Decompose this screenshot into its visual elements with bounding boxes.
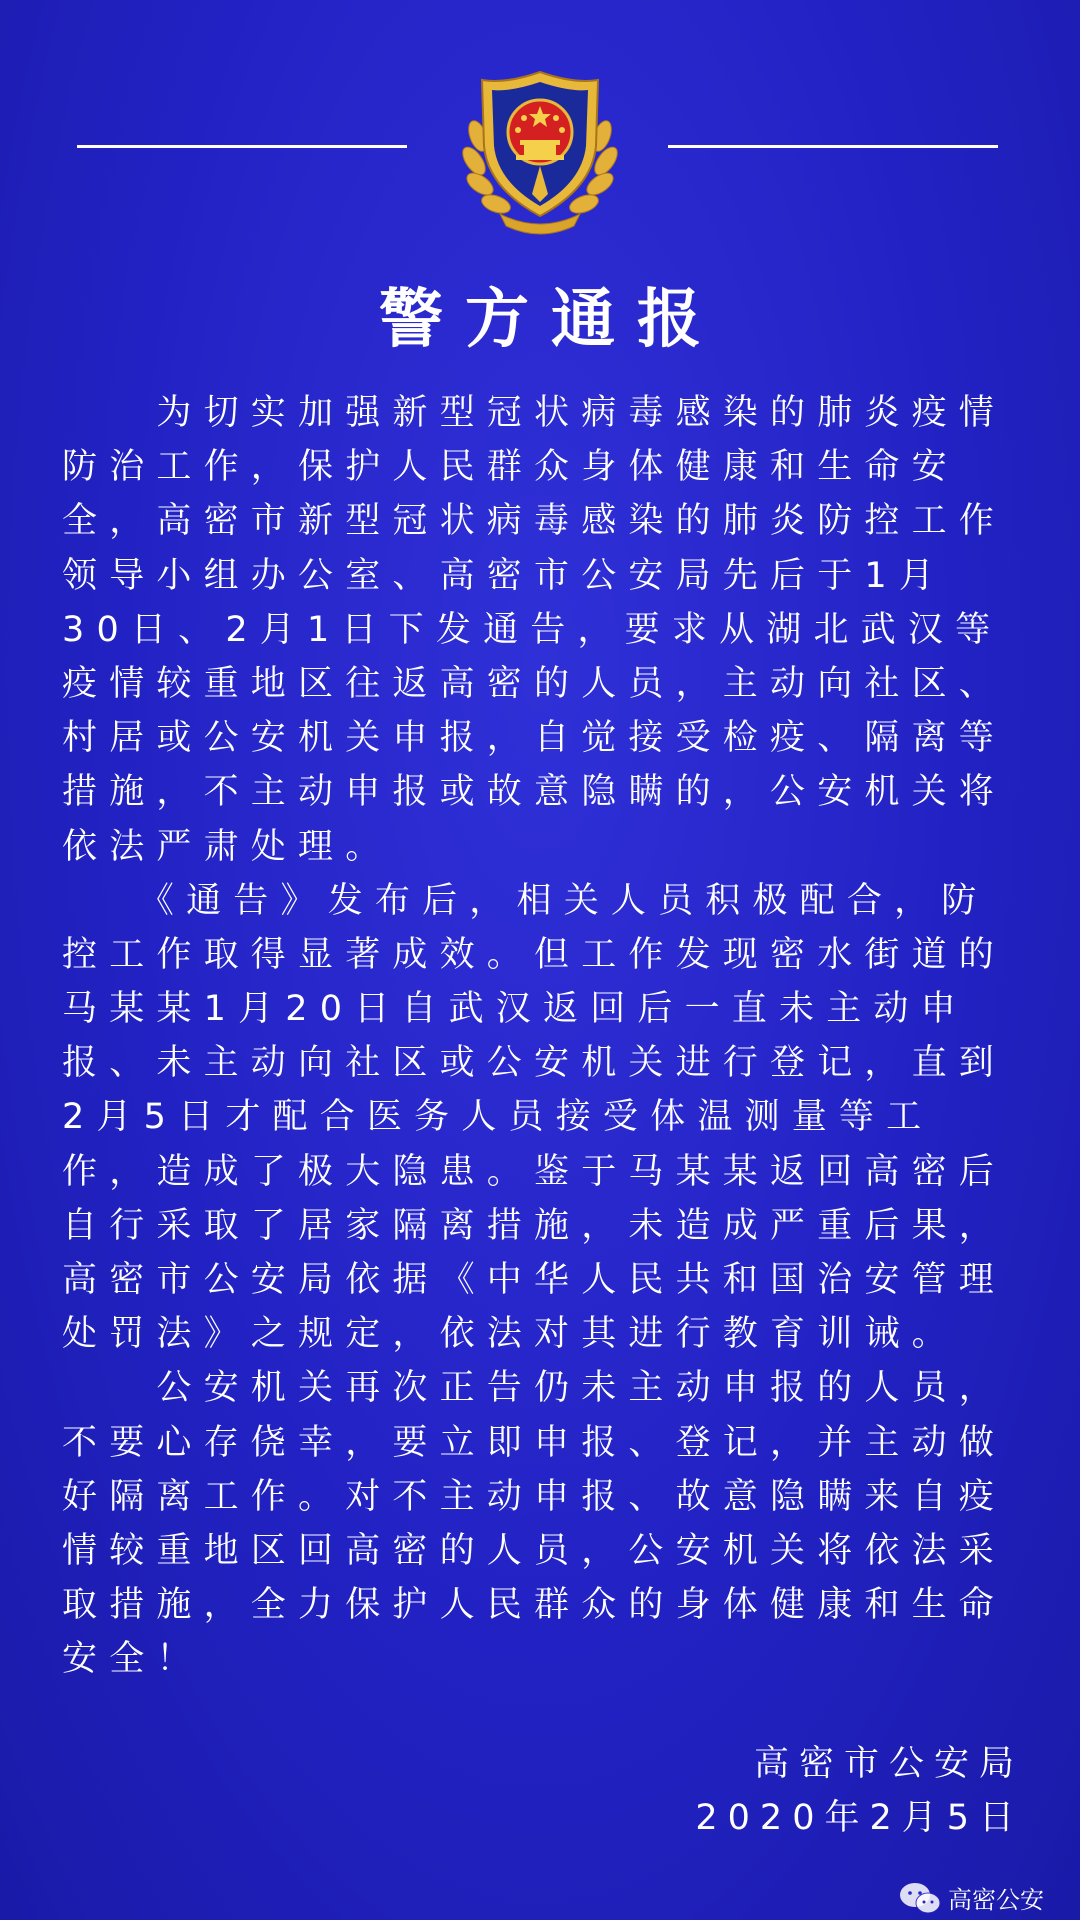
body-line: 依法严肃处理。 — [62, 826, 393, 867]
body-line: 领导小组办公室、高密市公安局先后于1月 — [62, 555, 947, 596]
body-line: 报、未主动向社区或公安机关进行登记，直到 — [62, 1043, 1007, 1084]
wechat-watermark — [898, 1880, 1044, 1915]
body-line: 好隔离工作。对不主动申报、故意隐瞒来自疫 — [62, 1476, 1007, 1517]
signature-agency: 高密市公安局 — [753, 1744, 1024, 1784]
page-title: 警方通报 — [379, 283, 723, 357]
body-line: 《通告》发布后，相关人员积极配合，防 — [62, 880, 989, 921]
body-line: 控工作取得显著成效。但工作发现密水街道的 — [62, 934, 1007, 975]
signature-date: 2020年2月5日 — [695, 1798, 1024, 1838]
wechat-icon — [898, 1881, 942, 1915]
body-line: 作，造成了极大隐患。鉴于马某某返回高密后 — [62, 1151, 1007, 1192]
watermark-text: 高密公安 — [948, 1886, 1044, 1914]
signature-block — [695, 1737, 1024, 1845]
body-line: 取措施，全力保护人民群众的身体健康和生命 — [62, 1585, 1007, 1626]
body-line: 自行采取了居家隔离措施，未造成严重后果， — [62, 1205, 1007, 1246]
notice-body — [62, 386, 1028, 1687]
body-line: 30日、2月1日下发通告，要求从湖北武汉等 — [62, 609, 1003, 650]
header-rule-left — [77, 145, 407, 148]
body-line: 安全！ — [62, 1639, 204, 1680]
body-line: 全，高密市新型冠状病毒感染的肺炎防控工作 — [62, 501, 1007, 542]
body-line: 不要心存侥幸，要立即申报、登记，并主动做 — [62, 1422, 1007, 1463]
body-line: 处罚法》之规定，依法对其进行教育训诫。 — [62, 1314, 959, 1355]
header-rule-right — [668, 145, 998, 148]
body-line: 情较重地区回高密的人员，公安机关将依法采 — [62, 1530, 1007, 1571]
body-line: 为切实加强新型冠状病毒感染的肺炎疫情 — [62, 393, 1007, 433]
body-line: 马某某1月20日自武汉返回后一直未主动申 — [62, 989, 968, 1030]
body-line: 村居或公安机关申报，自觉接受检疫、隔离等 — [62, 718, 1007, 759]
police-emblem-icon — [456, 66, 624, 236]
body-line: 防治工作，保护人民群众身体健康和生命安 — [62, 447, 959, 488]
body-line: 2月5日才配合医务人员接受体温测量等工 — [62, 1097, 934, 1138]
body-line: 高密市公安局依据《中华人民共和国治安管理 — [62, 1260, 1007, 1300]
body-line: 疫情较重地区往返高密的人员，主动向社区、 — [62, 663, 1007, 704]
body-line: 公安机关再次正告仍未主动申报的人员， — [62, 1368, 1007, 1409]
body-line: 措施，不主动申报或故意隐瞒的，公安机关将 — [62, 772, 1007, 813]
